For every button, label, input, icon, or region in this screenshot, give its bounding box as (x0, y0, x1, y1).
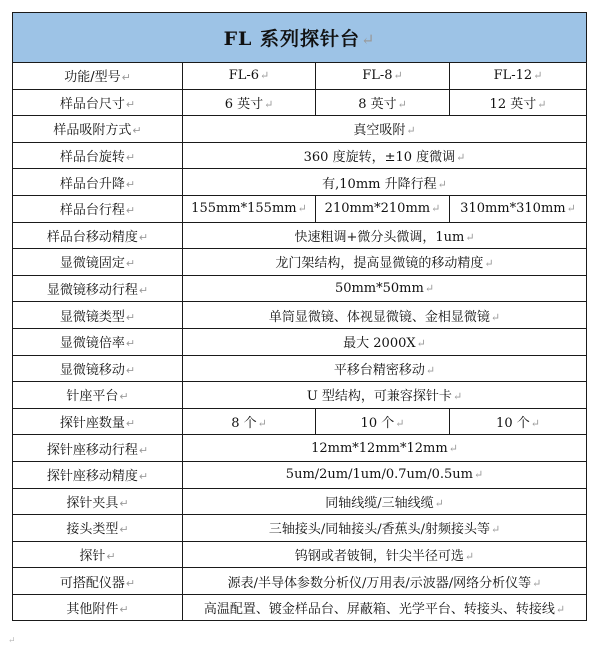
row-value-cell (183, 302, 587, 329)
paragraph-mark-icon: ↵ (530, 417, 540, 431)
row-value-cell (450, 408, 587, 435)
row-value-cell (450, 63, 587, 90)
paragraph-mark-icon: ↵ (8, 636, 16, 646)
row-label: 探针座移动精度 (46, 469, 138, 485)
paragraph-mark-icon: ↵ (121, 71, 131, 85)
paragraph-mark-icon: ↵ (138, 284, 149, 298)
paragraph-mark-icon: ↵ (448, 441, 458, 455)
row-value-cell (183, 249, 587, 276)
table-row (13, 249, 587, 276)
table-title-cell (13, 13, 587, 63)
row-value: FL-12 (493, 68, 533, 84)
paragraph-mark-icon: ↵ (416, 337, 426, 351)
paragraph-mark-icon: ↵ (456, 151, 466, 165)
paragraph-mark-icon: ↵ (119, 496, 129, 510)
row-value: 155mm*155mm (191, 201, 297, 217)
row-value: 三轴接头/同轴接头/香蕉头/射频接头等 (268, 522, 490, 538)
paragraph-mark-icon: ↵ (533, 69, 543, 83)
row-value-cell (183, 275, 587, 302)
row-label-cell (13, 89, 183, 116)
row-value-cell (183, 142, 587, 169)
row-label: 探针座数量 (59, 416, 125, 432)
paragraph-mark-icon: ↵ (138, 470, 149, 484)
paragraph-mark-icon: ↵ (138, 230, 149, 244)
row-label-cell (13, 461, 183, 488)
row-value-cell (183, 435, 587, 462)
paragraph-mark-icon: ↵ (264, 97, 274, 111)
paragraph-mark-icon: ↵ (106, 549, 116, 563)
row-label-cell (13, 408, 183, 435)
row-label: 探针夹具 (66, 495, 119, 511)
paragraph-mark-icon: ↵ (484, 257, 494, 271)
row-label: 样品台升降 (59, 176, 125, 192)
table-row (13, 541, 587, 568)
title-row (13, 13, 587, 63)
row-value: 210mm*210mm (324, 201, 431, 217)
row-value: 同轴线缆/三轴线缆 (325, 495, 434, 511)
row-value-cell (316, 195, 450, 222)
row-value-cell (183, 222, 587, 249)
table-row (13, 568, 587, 595)
row-value: 高温配置、镀金样品台、屏蔽箱、光学平台、转接头、转接线 (203, 602, 555, 618)
row-label: 样品台移动精度 (46, 229, 138, 245)
paragraph-mark-icon: ↵ (532, 576, 542, 590)
paragraph-mark-icon: ↵ (132, 124, 142, 138)
row-label: 样品吸附方式 (53, 123, 132, 139)
row-label: 显微镜移动行程 (46, 283, 138, 299)
table-row (13, 328, 587, 355)
row-value: 单筒显微镜、体视显微镜、金相显微镜 (268, 309, 490, 325)
row-value-cell (316, 63, 450, 90)
table-row (13, 89, 587, 116)
row-label: 样品台行程 (59, 203, 125, 219)
row-value-cell (450, 89, 587, 116)
row-value-cell (183, 594, 587, 621)
paragraph-mark-icon: ↵ (125, 177, 136, 191)
row-value-cell (183, 116, 587, 143)
paragraph-mark-icon: ↵ (464, 549, 475, 563)
row-label-cell (13, 275, 183, 302)
row-label: 探针座移动行程 (46, 442, 138, 458)
row-label-cell (13, 382, 183, 409)
table-row (13, 408, 587, 435)
row-label-cell (13, 435, 183, 462)
paragraph-mark-icon: ↵ (452, 390, 463, 404)
row-label: 显微镜倍率 (59, 336, 125, 352)
row-value: FL-8 (362, 68, 393, 84)
row-value: 6 英寸 (224, 96, 264, 112)
paragraph-mark-icon: ↵ (425, 363, 436, 377)
table-row (13, 275, 587, 302)
row-value-cell (183, 408, 316, 435)
row-label-cell (13, 541, 183, 568)
row-value-cell (183, 541, 587, 568)
row-value-cell (183, 195, 316, 222)
row-value: 10 个 (360, 416, 395, 432)
table-row (13, 222, 587, 249)
table-row (13, 461, 587, 488)
paragraph-mark-icon: ↵ (465, 230, 475, 244)
paragraph-mark-icon: ↵ (537, 97, 547, 111)
paragraph-mark-icon: ↵ (125, 363, 136, 377)
paragraph-mark-icon: ↵ (361, 30, 376, 49)
paragraph-mark-icon: ↵ (297, 202, 307, 216)
paragraph-mark-icon: ↵ (119, 390, 129, 404)
paragraph-mark-icon: ↵ (119, 603, 129, 617)
paragraph-mark-icon: ↵ (397, 97, 407, 111)
row-value-cell (183, 382, 587, 409)
row-value: 12mm*12mm*12mm (311, 440, 448, 456)
row-value: U 型结构，可兼容探针卡 (306, 389, 452, 405)
row-value: 8 英寸 (358, 96, 397, 112)
row-label-cell (13, 249, 183, 276)
row-label-cell (13, 222, 183, 249)
row-label-cell (13, 169, 183, 196)
row-value-cell (450, 195, 587, 222)
row-value: FL-6 (228, 68, 260, 84)
paragraph-mark-icon: ↵ (434, 496, 444, 510)
paragraph-mark-icon: ↵ (125, 337, 136, 351)
row-value: 最大 2000X (343, 336, 416, 352)
row-label-cell (13, 116, 183, 143)
row-label: 接头类型 (66, 522, 119, 538)
paragraph-mark-icon: ↵ (260, 69, 270, 83)
paragraph-mark-icon: ↵ (406, 124, 416, 138)
spec-table (12, 12, 587, 621)
paragraph-mark-icon: ↵ (473, 468, 484, 482)
paragraph-mark-icon: ↵ (257, 417, 267, 431)
row-value: 360 度旋转，±10 度微调 (303, 150, 456, 166)
paragraph-mark-icon: ↵ (431, 202, 441, 216)
row-label-cell (13, 488, 183, 515)
paragraph-mark-icon: ↵ (125, 151, 136, 165)
paragraph-mark-icon: ↵ (125, 417, 136, 431)
row-value: 源表/半导体参数分析仪/万用表/示波器/网络分析仪等 (227, 575, 532, 591)
row-value: 快速粗调+微分头微调，1um (294, 229, 465, 245)
row-label-cell (13, 302, 183, 329)
table-title: FL 系列探针台 (223, 28, 361, 50)
paragraph-mark-icon: ↵ (566, 202, 576, 216)
row-value: 有,10mm 升降行程 (322, 176, 437, 192)
row-label: 样品台尺寸 (59, 96, 125, 112)
row-value-cell (183, 328, 587, 355)
table-row (13, 594, 587, 621)
table-row (13, 435, 587, 462)
row-value: 平移台精密移动 (333, 362, 425, 378)
row-value: 钨钢或者铍铜，针尖半径可选 (294, 548, 464, 564)
row-value-cell (183, 63, 316, 90)
row-value: 真空吸附 (353, 123, 406, 139)
row-label: 样品台旋转 (59, 150, 125, 166)
paragraph-mark-icon: ↵ (393, 69, 403, 83)
table-row (13, 355, 587, 382)
table-row (13, 382, 587, 409)
paragraph-mark-icon: ↵ (125, 576, 136, 590)
row-value-cell (316, 89, 450, 116)
row-label: 显微镜类型 (59, 309, 125, 325)
paragraph-mark-icon: ↵ (395, 417, 405, 431)
table-row (13, 142, 587, 169)
paragraph-mark-icon: ↵ (125, 97, 136, 111)
row-label-cell (13, 328, 183, 355)
table-row (13, 515, 587, 542)
row-label-cell (13, 568, 183, 595)
row-value: 310mm*310mm (460, 201, 566, 217)
paragraph-mark-icon: ↵ (138, 443, 149, 457)
table-row (13, 63, 587, 90)
paragraph-mark-icon: ↵ (125, 310, 136, 324)
row-label: 功能/型号 (64, 70, 121, 86)
paragraph-mark-icon: ↵ (119, 523, 129, 537)
table-row (13, 488, 587, 515)
row-value-cell (183, 355, 587, 382)
row-label-cell (13, 594, 183, 621)
row-label: 可搭配仪器 (59, 575, 125, 591)
table-row (13, 302, 587, 329)
row-label-cell (13, 515, 183, 542)
row-label-cell (13, 355, 183, 382)
table-row (13, 169, 587, 196)
row-value: 龙门架结构，提高显微镜的移动精度 (275, 256, 484, 272)
paragraph-mark-icon: ↵ (424, 282, 435, 296)
row-value-cell (183, 169, 587, 196)
row-value-cell (183, 89, 316, 116)
row-value: 12 英寸 (489, 96, 537, 112)
row-value: 50mm*50mm (334, 281, 424, 297)
row-value-cell (183, 461, 587, 488)
row-label-cell (13, 195, 183, 222)
table-row (13, 116, 587, 143)
row-label: 显微镜固定 (59, 256, 125, 272)
row-label: 其他附件 (66, 602, 119, 618)
row-value: 10 个 (496, 416, 530, 432)
row-label: 针座平台 (66, 389, 119, 405)
paragraph-mark-icon: ↵ (490, 310, 501, 324)
row-label-cell (13, 142, 183, 169)
row-value-cell (183, 515, 587, 542)
row-value-cell (316, 408, 450, 435)
paragraph-mark-icon: ↵ (437, 177, 447, 191)
row-label: 显微镜移动 (59, 362, 125, 378)
row-value: 8 个 (231, 416, 257, 432)
row-value: 5um/2um/1um/0.7um/0.5um (285, 467, 473, 483)
row-value-cell (183, 488, 587, 515)
row-label: 探针 (79, 548, 106, 564)
paragraph-mark-icon: ↵ (490, 523, 501, 537)
paragraph-mark-icon: ↵ (125, 204, 136, 218)
row-label-cell (13, 63, 183, 90)
paragraph-mark-icon: ↵ (555, 603, 566, 617)
paragraph-mark-icon: ↵ (125, 257, 136, 271)
table-row (13, 195, 587, 222)
row-value-cell (183, 568, 587, 595)
